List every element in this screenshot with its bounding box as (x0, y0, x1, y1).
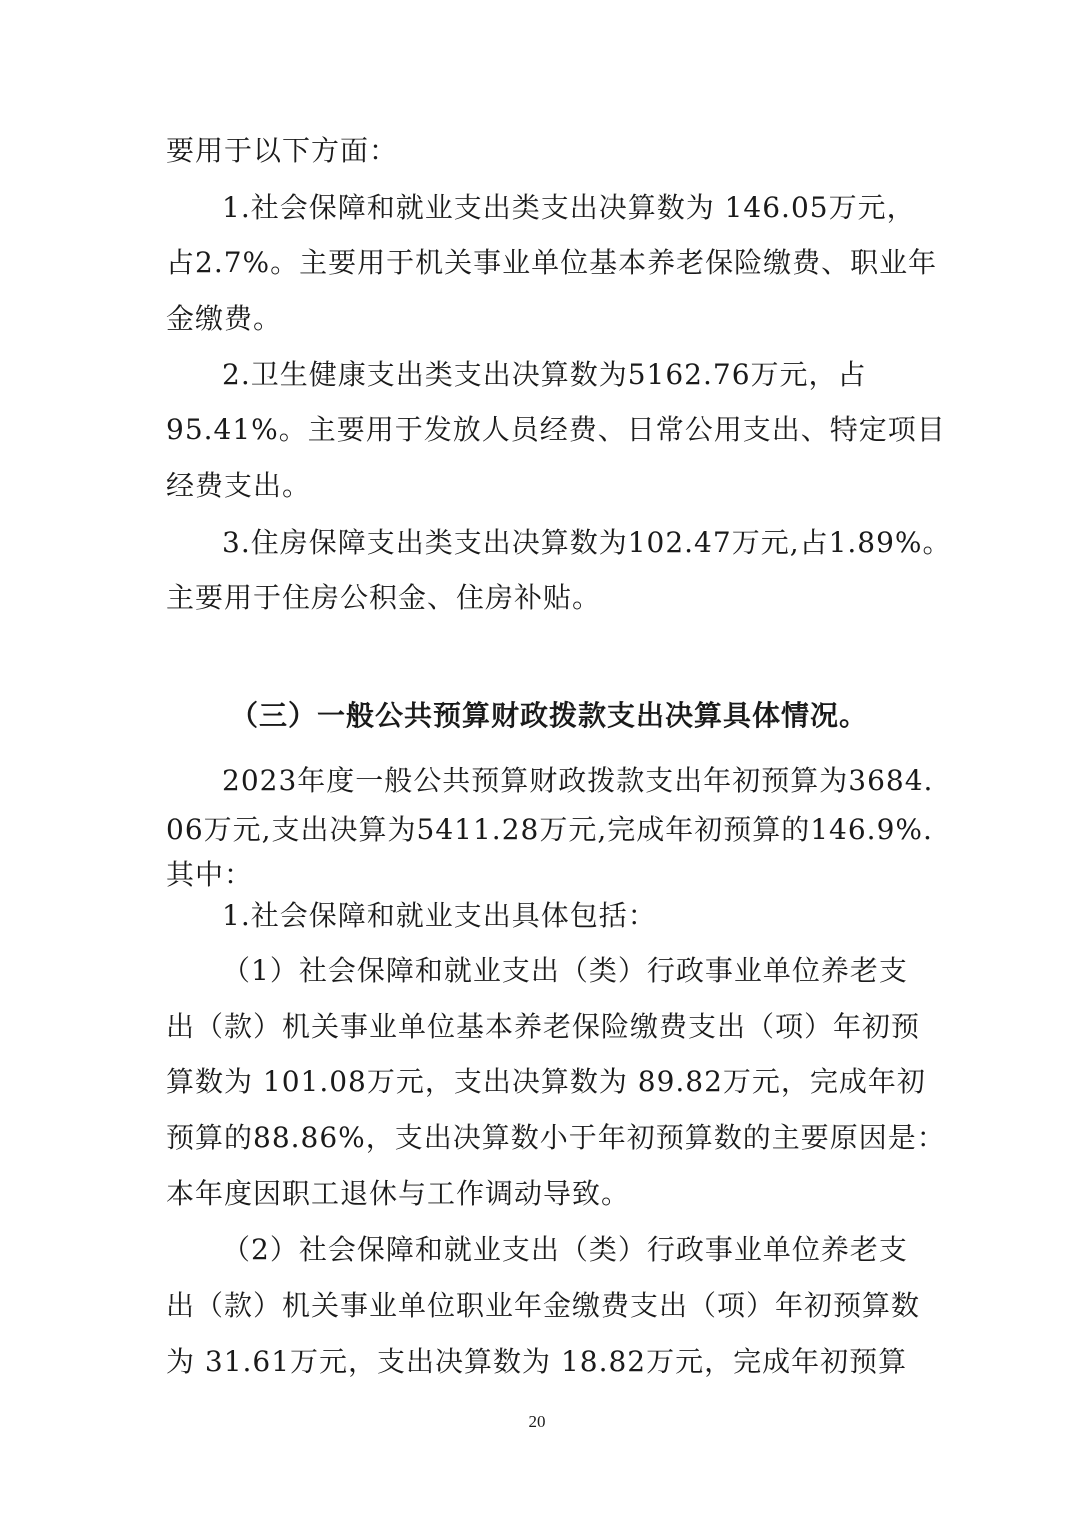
paragraph-line: （1）社会保障和就业支出（类）行政事业单位养老支 (222, 954, 908, 987)
paragraph-line: 算数为 101.08万元，支出决算数为 89.82万元，完成年初 (166, 1065, 926, 1098)
paragraph-line: 经费支出。 (166, 469, 312, 502)
paragraph-line: 本年度因职工退休与工作调动导致。 (166, 1177, 631, 1210)
paragraph-line: （2）社会保障和就业支出（类）行政事业单位养老支 (222, 1233, 908, 1266)
paragraph-line: 金缴费。 (166, 302, 283, 335)
paragraph-line: 主要用于住房公积金、住房补贴。 (166, 581, 602, 614)
paragraph-line: 出（款）机关事业单位基本养老保险缴费支出（项）年初预 (166, 1010, 921, 1043)
paragraph-line: 要用于以下方面： (166, 134, 399, 167)
paragraph-line: 2.卫生健康支出类支出决算数为5162.76万元，占 (222, 358, 867, 391)
paragraph-line: 其中： (166, 858, 254, 891)
paragraph-line: 占2.7%。主要用于机关事业单位基本养老保险缴费、职业年 (166, 246, 938, 279)
paragraph-line: 1.社会保障和就业支出类支出决算数为 146.05万元， (222, 191, 916, 224)
paragraph-line: 1.社会保障和就业支出具体包括： (222, 899, 657, 932)
page-number: 20 (528, 1412, 546, 1431)
section-heading: （三）一般公共预算财政拨款支出决算具体情况。 (230, 699, 869, 732)
paragraph-line: 3.住房保障支出类支出决算数为102.47万元,占1.89%。 (222, 526, 952, 559)
paragraph-line: 出（款）机关事业单位职业年金缴费支出（项）年初预算数 (166, 1289, 921, 1322)
paragraph-line: 95.41%。主要用于发放人员经费、日常公用支出、特定项目 (166, 413, 946, 446)
paragraph-line: 为 31.61万元，支出决算数为 18.82万元，完成年初预算 (166, 1345, 908, 1378)
paragraph-line: 2023年度一般公共预算财政拨款支出年初预算为3684. (222, 764, 934, 797)
paragraph-line: 06万元,支出决算为5411.28万元,完成年初预算的146.9%. (166, 813, 933, 846)
paragraph-line: 预算的88.86%，支出决算数小于年初预算数的主要原因是： (166, 1121, 946, 1154)
